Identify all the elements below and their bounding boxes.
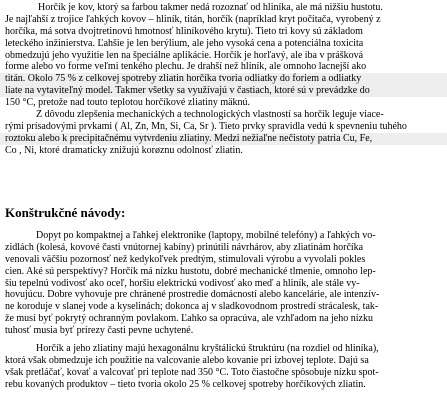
text-line: Horčík je kov, ktorý sa farbou takmer nedá rozoznať od hliníka, ale má nižšiu hustotu. <box>38 2 383 13</box>
text-line: 150 °C, pretože nad touto teplotou horčíkové zliatiny mäknú. <box>5 97 251 109</box>
section-heading: Konštrukčné návody: <box>5 205 126 220</box>
text-line: venovali väčšiu pozornosť než kedykoľvek predtým, stimulovali výrobu a vyvolali pokles <box>5 253 366 265</box>
text-line: rebu kovaných produktov – tieto tvoria okolo 25 % celkovej spotreby horčíkových zliatin. <box>5 378 366 390</box>
text-line: liate na vytaviteľný model. Takmer všetky sa využívajú v častiach, ktoré sú v prevádzke do <box>0 85 447 97</box>
text-line: Z dôvodu zlepšenia mechanických a technologických vlastností sa horčík leguje viace- <box>36 109 384 120</box>
text-line: Dopyt po kompaktnej a ľahkej elektronike (laptopy, mobilné telefóny) a ľahkých vo- <box>36 230 376 241</box>
text-line: Co , Ni, ktoré dramaticky znižujú korøznu odolnosť zliatin. <box>5 144 243 156</box>
text-line: však pretláčať, kovať a valcovať pri teplote nad 350 °C. Toto čiastočne spôsobuje nízku spot- <box>5 366 379 378</box>
text-line: Horčík a jeho zliatiny majú hexagonálnu kryštálickú štruktúru (na rozdiel od hliníka), <box>36 343 379 354</box>
text-line: hovujúcu. Dobre vyhovuje pre chránené prostredie domácností alebo kancelárie, ale intenzív- <box>5 289 380 301</box>
text-line: roztoku alebo k precipitačnému vytvrdeniu zliatiny. Medzi nežiaľne nečistoty patria Cu, Fe, <box>0 133 447 145</box>
text-line: obmedzujú jeho využitie len na špeciálne aplikácie. Horčík je horľavý, ale iba v prášková <box>5 49 364 61</box>
text-line: cien. Aké sú perspektívy? Horčík má nízku hustotu, dobré mechanické tlmenie, omnoho lep- <box>5 265 376 277</box>
text-line: šiu tepelnú vodivosť ako oceľ, horšiu elektrickú vodivosť ako meď a hliník, ale stále vy- <box>5 277 360 289</box>
text-line: horčíka, má sotva dvojtretinovú hmotnosť hliníkového krytu). Tieto tri kovy sú základom <box>5 25 363 37</box>
paragraph-demand <box>0 230 447 337</box>
text-line: ne koroduje v slanej vode a kyselinách; dokonca aj v sladkovodnom prostredí strácalesk, tak- <box>5 301 379 313</box>
text-line: ktorá však obmedzuje ich použitie na valcovanie alebo kovanie pri izbovej teplote. Dajú sa <box>5 354 369 366</box>
text-line: rými prísadovými prvkami ( Al, Zn, Mn, Si, Ca, Sr ). Tieto prvky spravidla vedú k spevneniu tuhého <box>5 120 407 132</box>
paragraph-intro <box>0 2 447 109</box>
text-line: zidlách (kolesá, kovové časti vnútornej kabíny) prinútili návrhárov, aby zliatinám horčíka <box>5 241 364 253</box>
paragraph-structure <box>0 343 447 391</box>
paragraph-alloying <box>0 109 447 157</box>
text-line: titán. Okolo 75 % z celkovej spotreby zliatin horčíka tvoria odliatky do foriem a odliatky <box>0 73 447 85</box>
text-line: že musí byť pokrytý ochranným povlakom. Ľahko sa opracúva, ale vzhľadom na jeho nízku <box>5 313 373 325</box>
text-line: leteckého inžinierstva. Ľahšie je len berýlium, ale jeho vysoká cena a potenciálna toxicita <box>5 37 364 49</box>
text-line: forme alebo vo forme veľmi tenkého plechu. Je drahší než hliník, ale omnoho lacnejší ako <box>5 61 367 73</box>
text-line: Je najľahší z trojice ľahkých kovov – hliník, titán, horčík (napríklad kryt počítača, vyrobený z <box>5 13 381 25</box>
text-line: tuhosť musia byť prírezy časti pevne uchytené. <box>5 325 194 337</box>
